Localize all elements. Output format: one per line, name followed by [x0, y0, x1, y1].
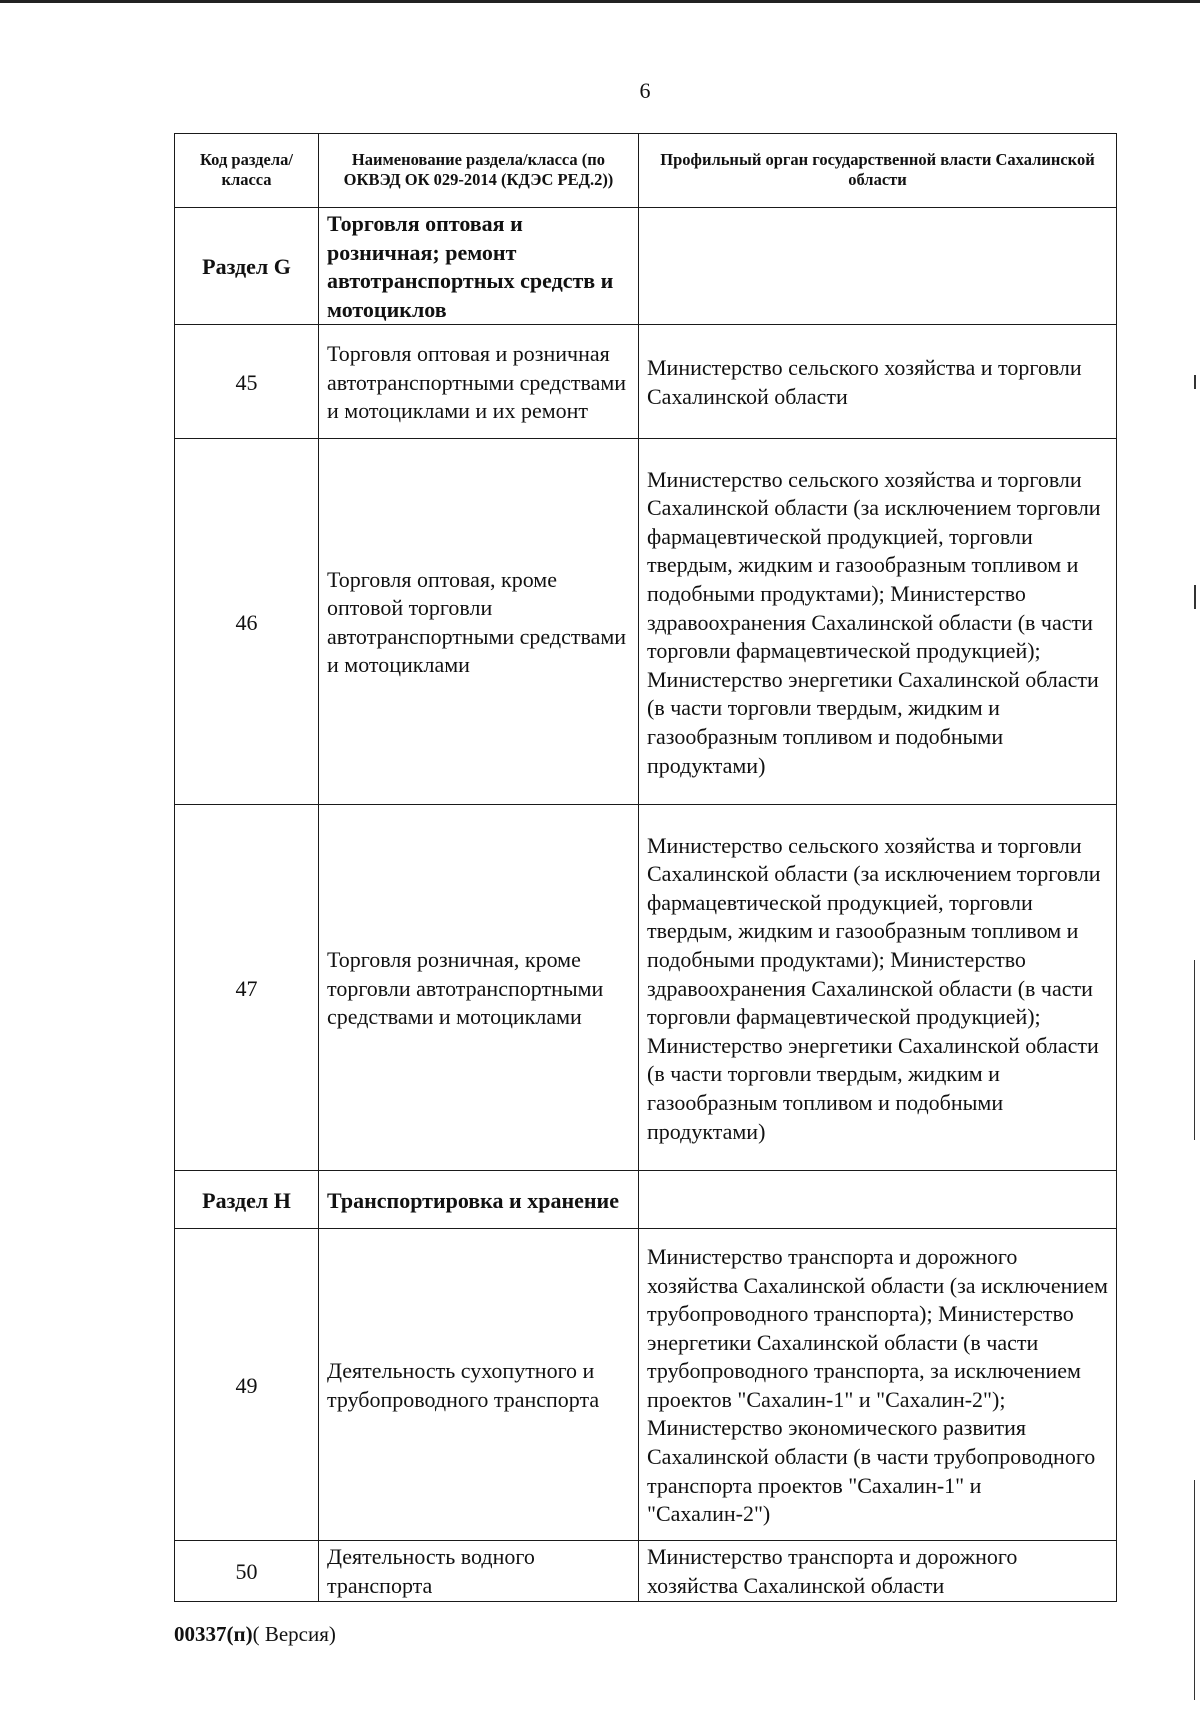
- row-name: Торговля оптовая, кроме оптовой торговли автотранспортными средствами и мотоциклами: [319, 439, 639, 805]
- table-row-47: [175, 805, 1117, 1171]
- table-row-50: [175, 1541, 1117, 1601]
- footer-code: 00337(п): [174, 1622, 253, 1646]
- row-code: 50: [175, 1541, 319, 1601]
- table-header-row: [175, 134, 1117, 208]
- row-name: Деятельность водного транспорта: [319, 1541, 639, 1601]
- table-row-45: [175, 325, 1117, 439]
- header-code: Код раздела/ класса: [175, 134, 319, 208]
- row-authority: Министерство транспорта и дорожного хозяйства Сахалинской области (за исключением трубопроводного транспорта); Министерство энергетики Сахалинской области (в части трубопроводного транспорта, за исключением проектов "Сахалин-1" и "Сахалин-2"); Министерство экономического развития Сахалинской области (в части трубопроводного транспорта проектов "Сахалин-1" и "Сахалин-2"): [639, 1229, 1117, 1541]
- footer-version: ( Версия): [252, 1622, 336, 1646]
- row-code: Раздел H: [175, 1171, 319, 1229]
- scan-artifact: [1194, 960, 1195, 1140]
- row-authority: Министерство транспорта и дорожного хозяйства Сахалинской области: [639, 1541, 1117, 1601]
- scan-artifact: [1194, 375, 1196, 389]
- row-authority: [639, 1171, 1117, 1229]
- row-name: Деятельность сухопутного и трубопроводного транспорта: [319, 1229, 639, 1541]
- row-authority: Министерство сельского хозяйства и торговли Сахалинской области (за исключением торговли фармацевтической продукцией, торговли твердым, жидким и газообразным топливом и подобными продуктами); Министерство здравоохранения Сахалинской области (в части торговли фармацевтической продукцией); Министерство энергетики Сахалинской области (в части торговли твердым, жидким и газообразным топливом и подобными продуктами): [639, 805, 1117, 1171]
- row-name: Торговля оптовая и розничная; ремонт автотранспортных средств и мотоциклов: [319, 208, 639, 325]
- table-row-49: [175, 1229, 1117, 1541]
- row-code: 49: [175, 1229, 319, 1541]
- row-code: 45: [175, 325, 319, 439]
- row-name: Торговля розничная, кроме торговли автотранспортными средствами и мотоциклами: [319, 805, 639, 1171]
- row-code: Раздел G: [175, 208, 319, 325]
- scan-artifact: [1194, 1480, 1195, 1700]
- row-authority: Министерство сельского хозяйства и торговли Сахалинской области (за исключением торговли фармацевтической продукцией, торговли твердым, жидким и газообразным топливом и подобными продуктами); Министерство здравоохранения Сахалинской области (в части торговли фармацевтической продукцией); Министерство энергетики Сахалинской области (в части торговли твердым, жидким и газообразным топливом и подобными продуктами): [639, 439, 1117, 805]
- row-authority: [639, 208, 1117, 325]
- table-row-46: [175, 439, 1117, 805]
- row-code: 47: [175, 805, 319, 1171]
- row-authority: Министерство сельского хозяйства и торговли Сахалинской области: [639, 325, 1117, 439]
- top-edge-rule: [0, 0, 1200, 3]
- sector-authority-table: [174, 133, 1117, 1602]
- row-code: 46: [175, 439, 319, 805]
- document-footer: [174, 1622, 336, 1647]
- scan-artifact: [1194, 585, 1196, 609]
- table-row-section-g: [175, 208, 1117, 325]
- row-name: Транспортировка и хранение: [319, 1171, 639, 1229]
- header-authority: Профильный орган государственной власти Сахалинской области: [639, 134, 1117, 208]
- page-number: 6: [639, 78, 651, 103]
- header-name: Наименование раздела/класса (по ОКВЭД ОК 029-2014 (КДЭС РЕД.2)): [319, 134, 639, 208]
- table-row-section-h: [175, 1171, 1117, 1229]
- row-name: Торговля оптовая и розничная автотранспортными средствами и мотоциклами и их ремонт: [319, 325, 639, 439]
